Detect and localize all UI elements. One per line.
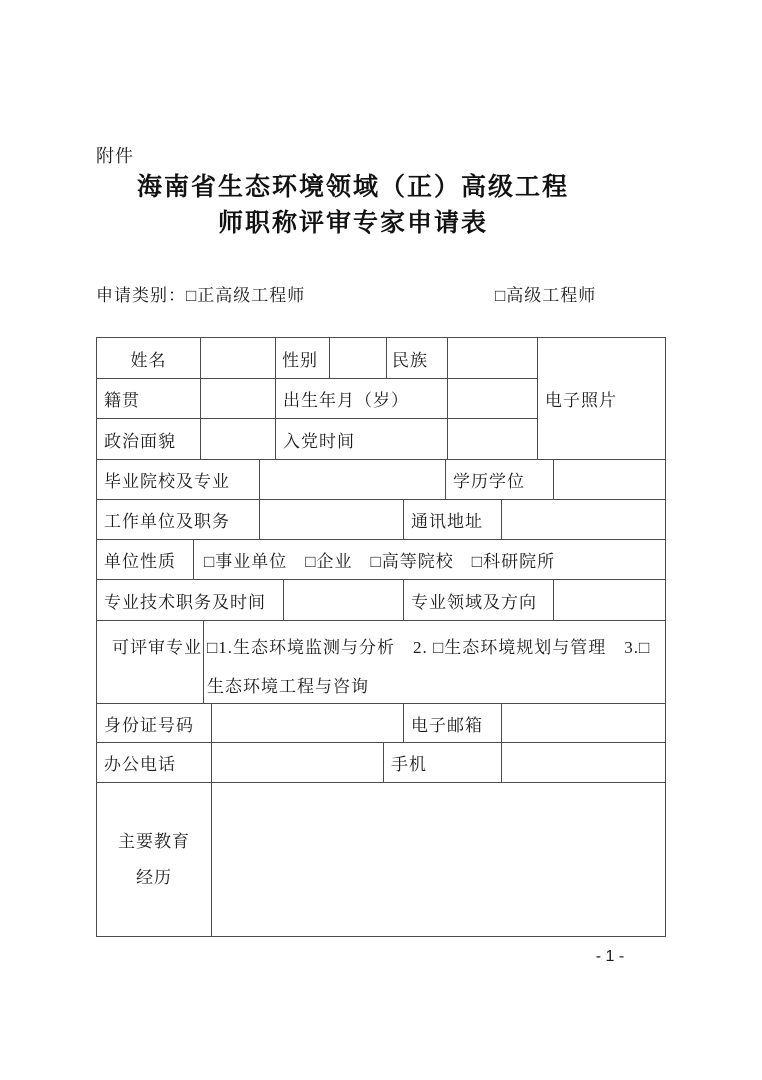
native-place-label: 籍贯 <box>96 378 201 419</box>
checkbox-full-senior-engineer: □正高级工程师 <box>186 286 306 305</box>
address-label: 通讯地址 <box>403 499 502 540</box>
name-value-cell <box>200 337 276 379</box>
title-line-2: 师职称评审专家申请表 <box>217 210 488 237</box>
education-history-label <box>96 782 212 937</box>
review-major-label: 可评审专业 <box>96 620 204 704</box>
native-place-value-cell <box>200 378 276 419</box>
political-status-value-cell <box>200 418 276 460</box>
mobile-value-cell <box>501 742 666 783</box>
ethnicity-label: 民族 <box>386 337 448 379</box>
document-title <box>96 170 665 242</box>
degree-value-cell <box>553 459 666 500</box>
email-value-cell <box>501 703 666 743</box>
school-major-label: 毕业院校及专业 <box>96 459 260 500</box>
ethnicity-value-cell <box>447 337 538 379</box>
education-history-value-cell <box>211 782 666 937</box>
photo-cell: 电子照片 <box>537 337 666 460</box>
education-history-label-line-1: 主要教育 <box>118 831 190 851</box>
field-direction-value-cell <box>553 579 666 621</box>
application-type-row <box>96 281 665 305</box>
gender-value-cell <box>329 337 387 379</box>
political-status-label: 政治面貌 <box>96 418 201 460</box>
office-phone-value-cell <box>211 742 384 783</box>
address-value-cell <box>501 499 666 540</box>
tech-post-label: 专业技术职务及时间 <box>96 579 284 621</box>
field-direction-label: 专业领域及方向 <box>403 579 554 621</box>
birth-date-label: 出生年月（岁） <box>275 378 448 419</box>
checkbox-senior-engineer: □高级工程师 <box>495 286 597 305</box>
party-join-label: 入党时间 <box>275 418 448 460</box>
gender-label: 性别 <box>275 337 330 379</box>
review-major-options-line-1: □1.生态环境监测与分析 2. □生态环境规划与管理 3.□ <box>207 638 651 657</box>
attachment-label: 附件 <box>96 146 134 166</box>
review-major-checkbox-options <box>203 620 666 704</box>
id-number-label: 身份证号码 <box>96 703 212 743</box>
name-label: 姓名 <box>96 337 201 379</box>
education-history-label-line-2: 经历 <box>136 867 172 887</box>
page-number: - 1 - <box>595 948 625 965</box>
mobile-label: 手机 <box>383 742 502 783</box>
degree-label: 学历学位 <box>445 459 554 500</box>
tech-post-value-cell <box>283 579 404 621</box>
application-type-label: 申请类别： <box>96 286 186 305</box>
school-major-value-cell <box>259 459 446 500</box>
title-line-1: 海南省生态环境领域（正）高级工程 <box>136 174 569 201</box>
birth-date-value-cell <box>447 378 538 419</box>
employer-post-value-cell <box>259 499 404 540</box>
application-form-table <box>96 337 666 937</box>
office-phone-label: 办公电话 <box>96 742 212 783</box>
review-major-options-line-2: 生态环境工程与咨询 <box>207 677 369 696</box>
id-number-value-cell <box>211 703 404 743</box>
unit-type-checkbox-options: □事业单位 □企业 □高等院校 □科研院所 <box>193 539 666 580</box>
email-label: 电子邮箱 <box>403 703 502 743</box>
party-join-value-cell <box>447 418 538 460</box>
unit-type-label: 单位性质 <box>96 539 194 580</box>
employer-post-label: 工作单位及职务 <box>96 499 260 540</box>
